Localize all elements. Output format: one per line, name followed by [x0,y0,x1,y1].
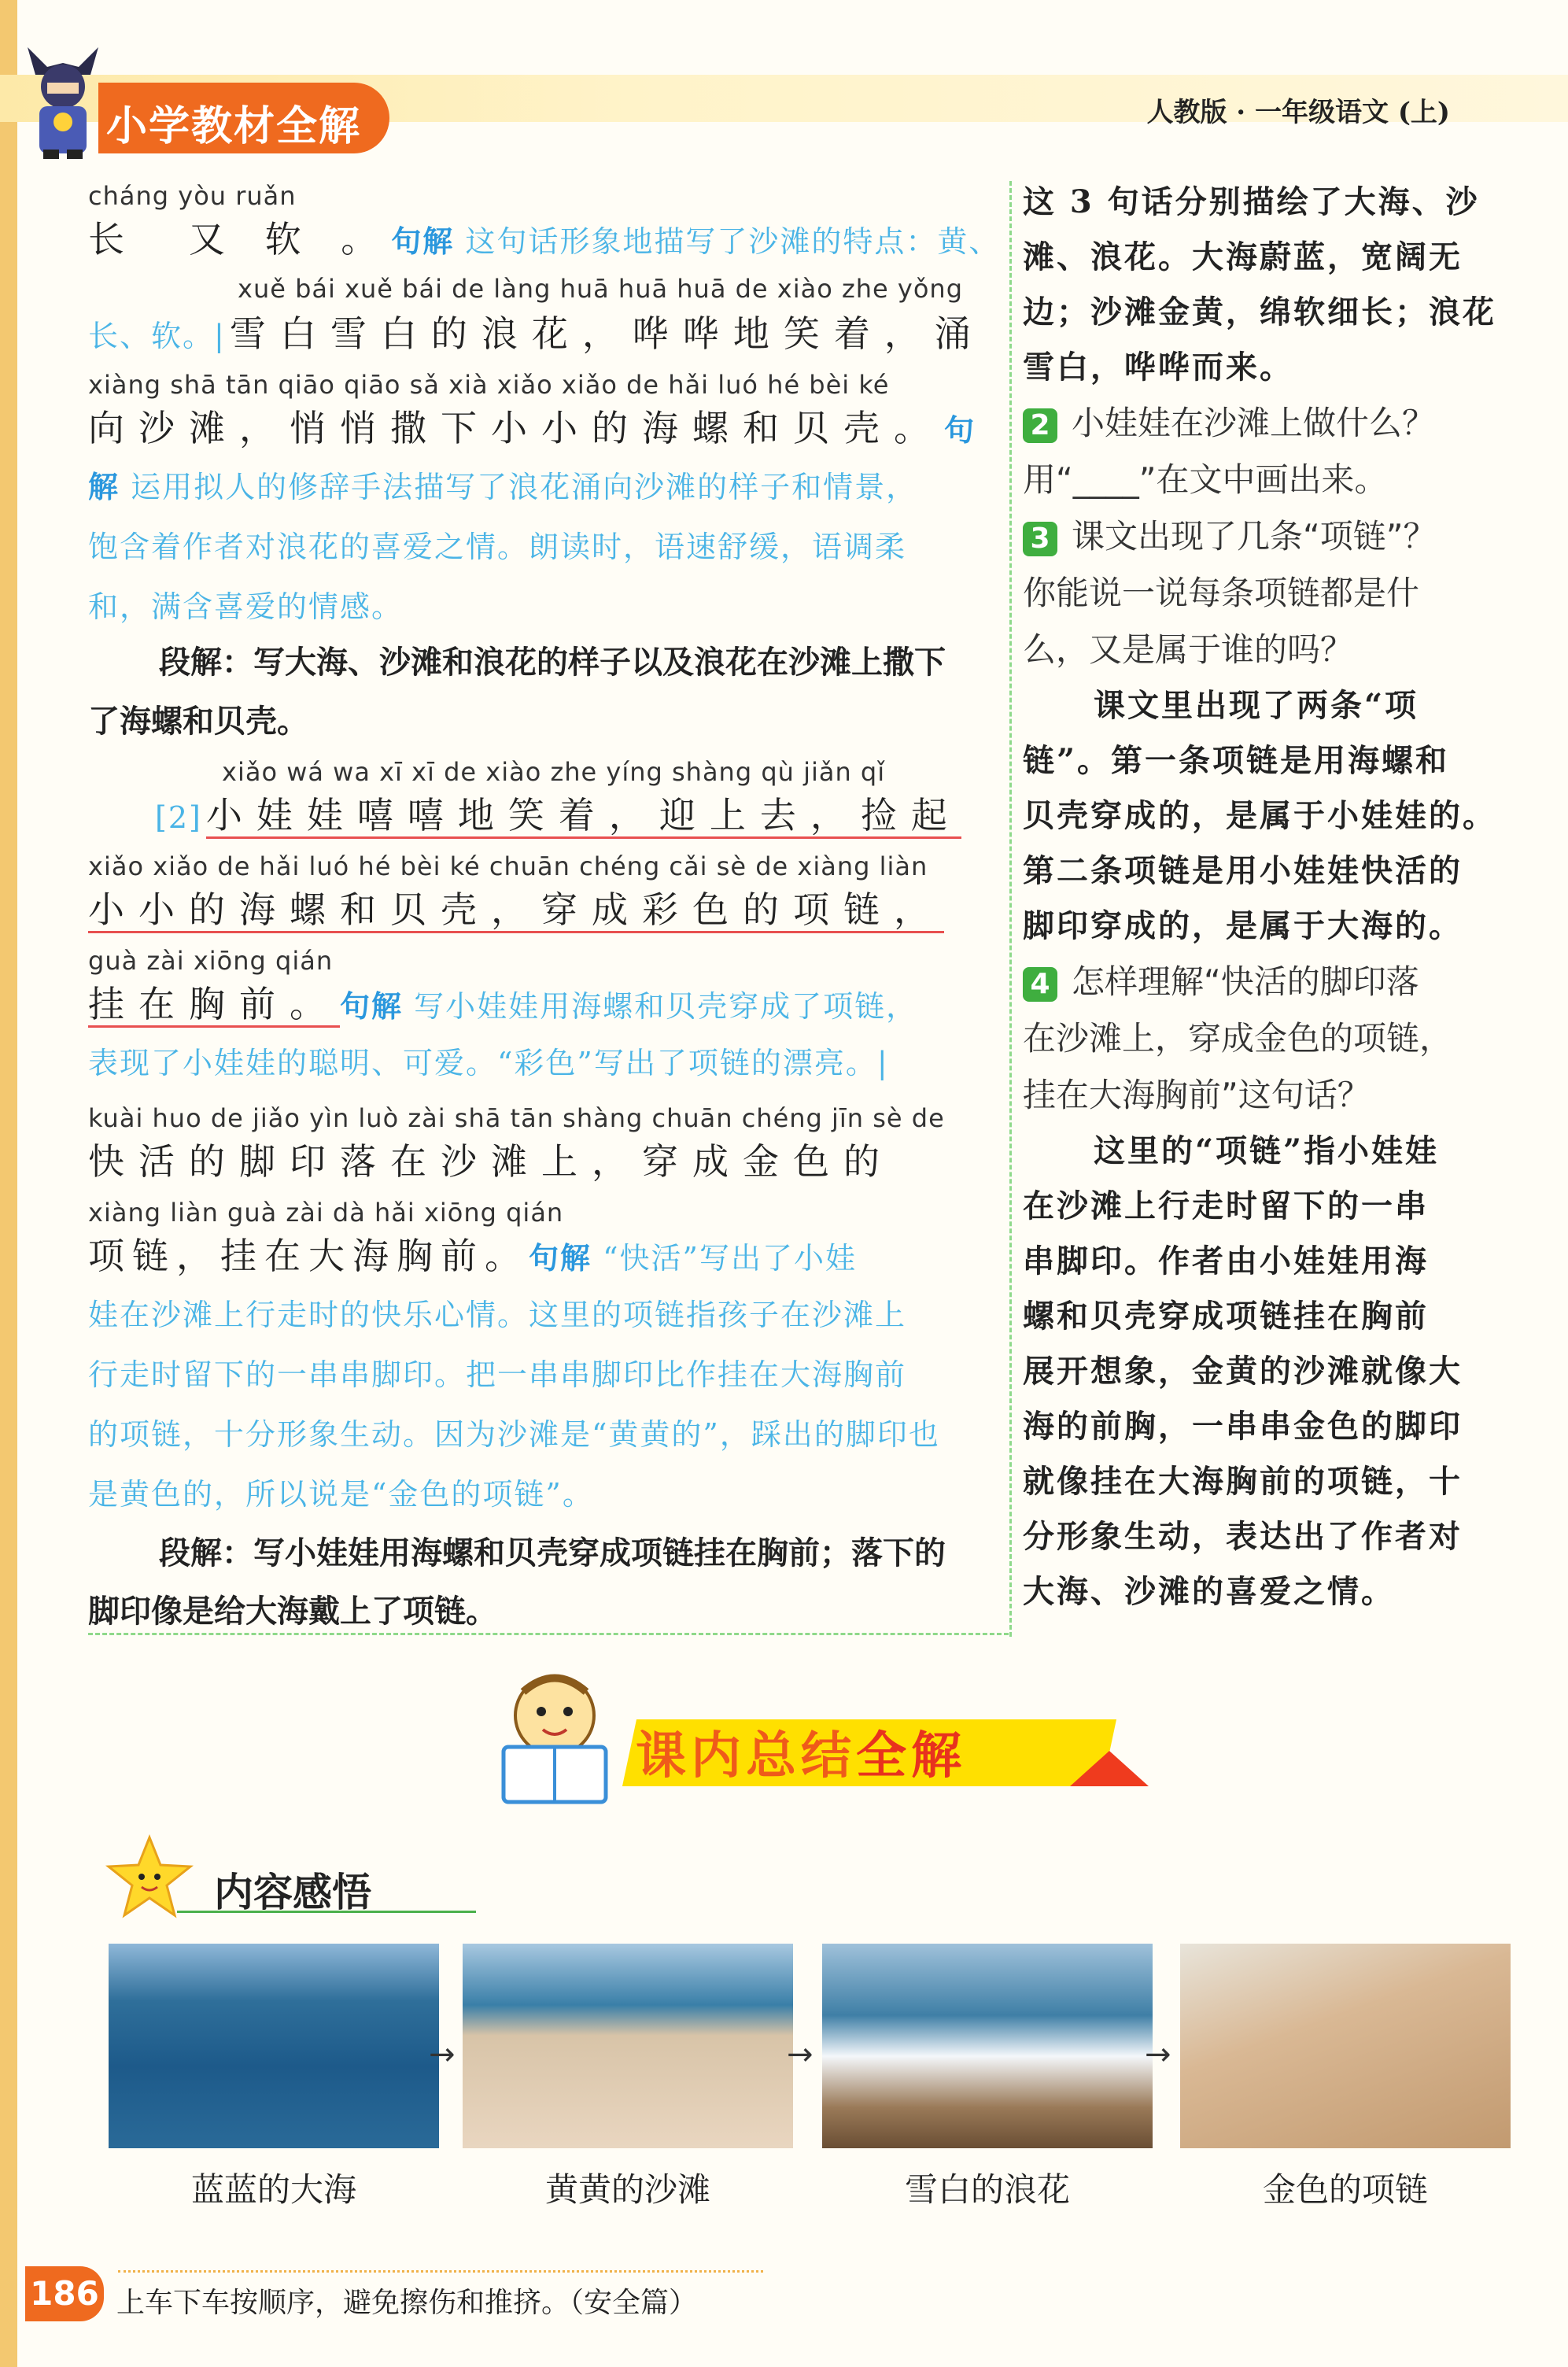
arrow-right-icon: → [787,2037,814,2073]
note-line: 的项链，十分形象生动。因为沙滩是“黄黄的”，踩出的脚印也 [88,1417,940,1452]
pinyin-line: xiǎo wá wa xī xī de xiào zhe yíng shàng qù jiǎn qǐ [222,757,886,787]
answer-line: 串脚印。作者由小娃娃用海 [1023,1243,1429,1280]
arrow-right-icon: → [429,2037,456,2073]
photo-golden-footprints [1180,1944,1511,2148]
answer-line: 边；沙滩金黄，绵软细长；浪花 [1023,294,1496,330]
pinyin-line: xuě bái xuě bái de làng huā huā huā de xiào zhe yǒng [238,274,963,304]
note-line [88,463,917,506]
text-line [88,1133,894,1185]
paragraph-summary: 段解：写大海、沙滩和浪花的样子以及浪花在沙滩上撒下 [159,644,946,681]
question-number-badge: 2 [1023,408,1057,443]
arrow-right-icon: → [1145,2037,1171,2073]
left-edge-strip [0,0,17,2367]
question-number-badge: 4 [1023,967,1057,1002]
footer-divider [118,2270,763,2273]
section-divider [88,1633,1009,1635]
answer-line: 螺和贝壳穿成项链挂在胸前 [1023,1298,1429,1335]
question-line [1023,397,1435,445]
pinyin-line: xiàng liàn guà zài dà hǎi xiōng qián [88,1198,564,1228]
sentence-note: “快活”写出了小娃 [592,1241,857,1276]
question-line [1023,511,1437,558]
answer-line: 就像挂在大海胸前的项链，十 [1023,1463,1463,1500]
photo-caption: 黄黄的沙滩 [544,2170,710,2209]
paragraph-summary: 脚印像是给大海戴上了项链。 [88,1593,497,1630]
pinyin-line: cháng yòu ruǎn [88,181,297,211]
banner-triangle-icon [1070,1751,1149,1786]
question-text: 课文出现了几条“项链”？ [1072,517,1437,556]
answer-line: 分形象生动，表达出了作者对 [1023,1518,1463,1555]
photo-caption: 蓝蓝的大海 [190,2170,356,2209]
section-underline [177,1911,476,1913]
text-segment: 雪白雪白的浪花，哗哗地笑着，涌 [229,312,985,355]
answer-line: 这里的“项链”指小娃娃 [1094,1132,1440,1169]
answer-line: 大海、沙滩的喜爱之情。 [1023,1573,1395,1610]
text-segment: 项链，挂在大海胸前。 [88,1235,529,1277]
sentence-note: 这句话形象地描写了沙滩的特点：黄、 [454,224,1001,259]
summary-title [636,1715,966,1788]
column-divider [1009,181,1012,1637]
question-number-badge: 3 [1023,522,1057,556]
note-line: 娃在沙滩上行走时的快乐心情。这里的项链指孩子在沙滩上 [88,1298,907,1332]
answer-line: 这 3 句话分别描绘了大海、沙 [1023,183,1480,220]
summary-title-main: 课内总结 [636,1727,856,1785]
answer-line: 贝壳穿成的，是属于小娃娃的。 [1023,797,1496,834]
answer-line: 课文里出现了两条“项 [1094,687,1419,724]
brand-title: 小学教材全解 [106,103,362,150]
photo-caption: 金色的项链 [1262,2170,1428,2209]
paragraph-summary: 了海螺和贝壳。 [88,703,308,740]
page-number: 186 [25,2266,104,2321]
sentence-note-tag: 句解 [391,224,455,259]
question-line: 你能说一说每条项链都是什 [1023,574,1420,612]
note-line: 行走时留下的一串串脚印。把一串串脚印比作挂在大海胸前 [88,1357,907,1392]
photo-blue-sea [109,1944,439,2148]
underlined-text: 小娃娃嘻嘻地笑着，迎上去，捡起 [206,794,961,839]
photo-yellow-beach [463,1944,793,2148]
underlined-text: 小小的海螺和贝壳，穿成彩色的项链， [88,888,944,933]
text-segment: 向沙滩，悄悄撒下小小的海螺和贝壳。 [88,407,944,449]
question-text: 小娃娃在沙滩上做什么？ [1072,404,1436,442]
text-line [88,400,976,452]
text-line [88,211,1000,263]
text-line [88,881,944,933]
answer-line: 滩、浪花。大海蔚蓝，宽阔无 [1023,238,1463,275]
sentence-note-tag: 句解 [340,989,404,1024]
answer-line: 在沙滩上行走时留下的一串 [1023,1187,1429,1224]
answer-line: 链”。第一条项链是用海螺和 [1023,742,1450,779]
note-line: 和，满含喜爱的情感。 [88,589,404,624]
question-line: 用“____”在文中画出来。 [1023,460,1388,499]
answer-line: 脚印穿成的，是属于大海的。 [1023,907,1463,944]
pinyin-line: xiǎo xiǎo de hǎi luó hé bèi ké chuān chéng cǎi sè de xiàng liàn [88,851,928,881]
sentence-note: 写小娃娃用海螺和贝壳穿成了项链， [403,989,918,1024]
photo-caption: 雪白的浪花 [904,2170,1070,2209]
question-line [1023,956,1419,1003]
sentence-note-tag: 句解 [529,1241,592,1276]
edition-label: 人教版 · 一年级语文 (上) [1146,97,1450,128]
question-line: 挂在大海胸前”这句话？ [1023,1076,1371,1114]
paragraph-summary: 段解：写小娃娃用海螺和贝壳穿成项链挂在胸前；落下的 [159,1535,946,1571]
star-icon [102,1833,197,1920]
note-line: 表现了小娃娃的聪明、可爱。“彩色”写出了项链的漂亮。| [88,1046,889,1080]
text-segment: 长 又 软 。 [88,218,392,260]
answer-line: 雪白，哗哗而来。 [1023,349,1293,386]
question-line: 在沙滩上，穿成金色的项链， [1023,1019,1453,1058]
superhero-mascot-icon [20,43,106,161]
pinyin-line: xiàng shā tān qiāo qiāo sǎ xià xiǎo xiǎo de hǎi luó hé bèi ké [88,370,890,400]
note-line: 是黄色的，所以说是“金色的项链”。 [88,1477,594,1512]
text-line [88,1228,857,1280]
section-heading: 内容感悟 [214,1870,371,1915]
sentence-note: 运用拟人的修辞手法描写了浪花涌向沙滩的样子和情景， [120,470,918,504]
underlined-text: 挂在胸前。 [88,983,340,1028]
footer-tip: 上车下车按顺序，避免擦伤和推挤。（安全篇） [116,2287,698,2319]
text-line [88,787,961,839]
reading-boy-icon [472,1668,629,1810]
summary-title-accent: 全解 [856,1727,966,1785]
answer-line: 展开想象，金黄的沙滩就像大 [1023,1353,1463,1390]
pinyin-line: guà zài xiōng qián [88,946,334,976]
note-line: 饱含着作者对浪花的喜爱之情。朗读时，语速舒缓，语调柔 [88,530,907,564]
answer-line: 第二条项链是用小娃娃快活的 [1023,852,1463,889]
question-text: 怎样理解“快活的脚印落 [1072,962,1419,1001]
text-line [88,976,917,1028]
sentence-note-tag: 解 [88,470,120,504]
sentence-note-tag: 句 [944,413,976,448]
photo-white-waves [822,1944,1153,2148]
answer-line: 海的前胸，一串串金色的脚印 [1023,1408,1463,1445]
paragraph-number: [2] [155,800,202,835]
question-line: 么，又是属于谁的吗？ [1023,630,1354,669]
text-line [88,305,985,357]
pinyin-line: kuài huo de jiǎo yìn luò zài shā tān shàng chuān chéng jīn sè de [88,1103,945,1133]
sentence-note: 长、软。| [88,319,226,353]
text-segment: 快活的脚印落在沙滩上，穿成金色的 [88,1140,894,1183]
